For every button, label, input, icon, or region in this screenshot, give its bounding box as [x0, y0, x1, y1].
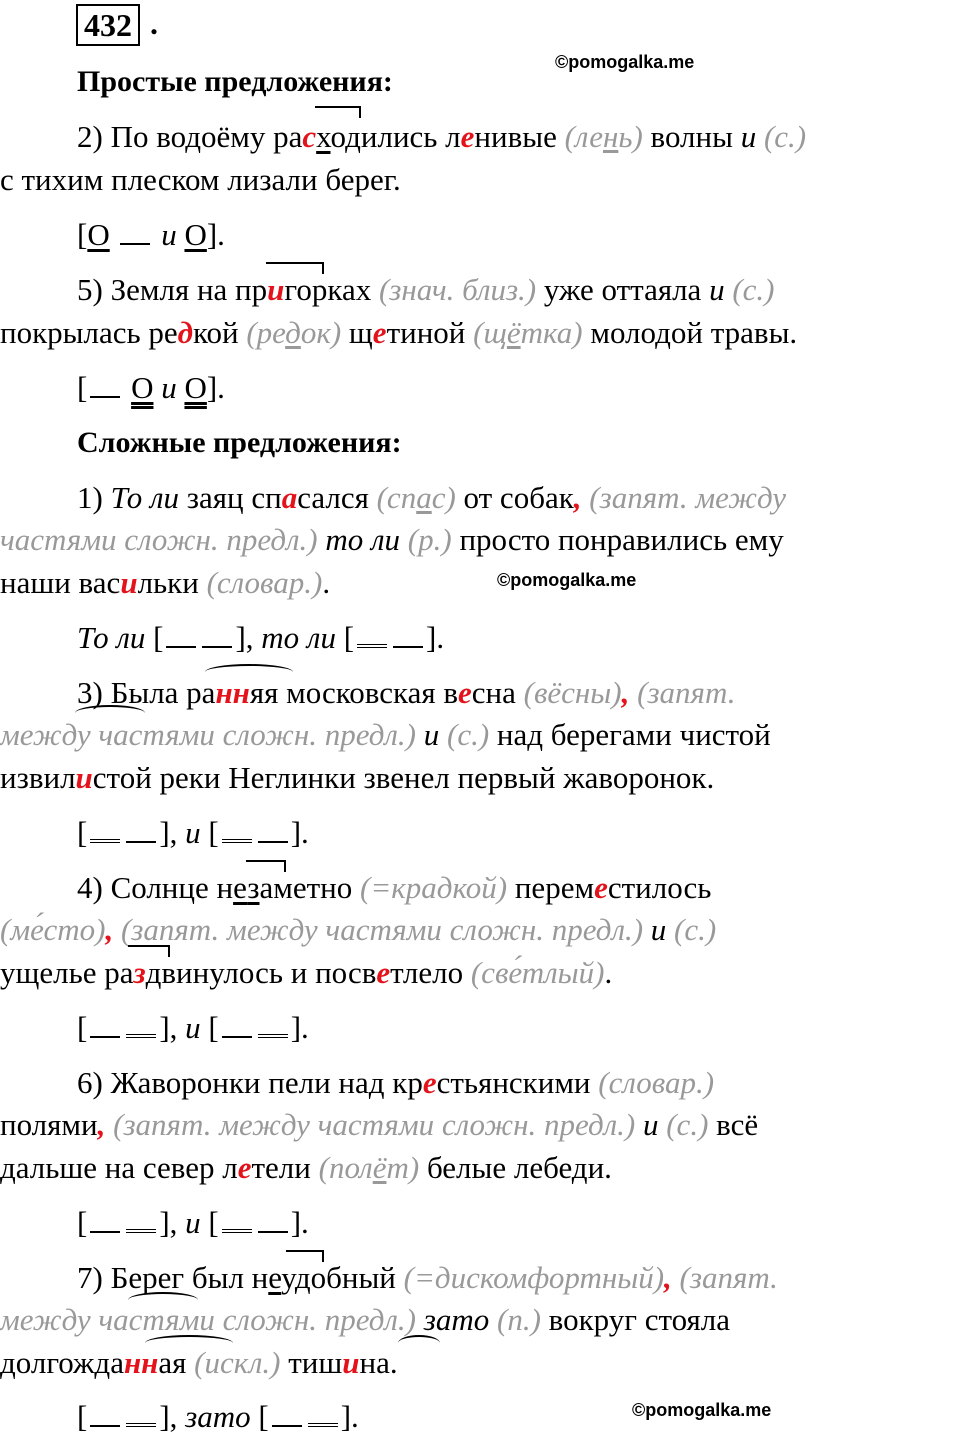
simple-5-line-2: покрылась редкой (редок) щетиной (щётка) молодой травы. — [0, 315, 798, 350]
simple-2-line-1: 2) По водоёму расходились ленивые (лень) волны и (с.) — [77, 119, 807, 154]
complex-3-line-2: между частями сложн. предл.) и (с.) над берегами чистой — [0, 717, 771, 752]
predicate-dash — [258, 1030, 288, 1038]
simple-2-line-2: с тихим плеском лизали берег. — [0, 162, 401, 197]
complex-7-scheme: [ ], зато [ ]. — [77, 1399, 359, 1434]
complex-4-line-2: (ме́сто), (запят. между частями сложн. предл.) и (с.) — [0, 912, 717, 947]
complex-heading: Сложные предложения: — [77, 426, 402, 459]
predicate-dash — [202, 645, 232, 648]
subject-dash — [90, 1230, 120, 1233]
complex-6-line-1: 6) Жаворонки пели над крестьянскими (словар.) — [77, 1065, 715, 1100]
complex-7-line-3: долгожданная (искл.) тишина. — [0, 1345, 398, 1380]
predicate-dash — [126, 1419, 156, 1427]
simple-5-line-1: 5) Земля на пригорках (знач. близ.) уже оттаяла и (с.) — [77, 272, 775, 307]
complex-1-line-1: 1) То ли заяц спасался (спас) от собак, (запят. между — [77, 480, 787, 515]
watermark-top: ©pomogalka.me — [555, 52, 695, 72]
predicate-dash — [126, 840, 156, 843]
complex-1-scheme: То ли [ ], то ли [ ]. — [77, 620, 445, 655]
subject-dash — [222, 1225, 252, 1233]
complex-3-scheme: [ ], и [ ]. — [77, 815, 309, 850]
complex-4-line-1: 4) Солнце незаметно (=крадкой) переместилось — [77, 870, 712, 905]
subject-dash — [166, 645, 196, 648]
predicate-dash — [126, 1225, 156, 1233]
complex-7-line-1: 7) Берег был неудобный (=дискомфортный), (запят. — [77, 1260, 778, 1295]
simple-2-scheme: [О и О]. — [77, 217, 225, 252]
predicate-dash — [393, 645, 423, 648]
subject-dash — [222, 835, 252, 843]
watermark-middle: ©pomogalka.me — [497, 570, 637, 590]
complex-6-line-3: дальше на север летели (полёт) белые лебеди. — [0, 1150, 612, 1185]
predicate-dash — [90, 395, 120, 398]
complex-3-line-3: извилистой реки Неглинки звенел первый жаворонок. — [0, 760, 715, 795]
complex-6-scheme: [ ], и [ ]. — [77, 1205, 309, 1240]
complex-1-line-2: частями сложн. предл.) то ли (р.) просто понравились ему — [0, 522, 784, 557]
subject-dash — [357, 640, 387, 648]
complex-3-line-1: 3) Была ранняя московская весна (вёсны), (запят. — [77, 675, 736, 710]
complex-4-scheme: [ ], и [ ]. — [77, 1010, 309, 1045]
predicate-dash — [126, 1030, 156, 1038]
simple-heading: Простые предложения: — [77, 65, 393, 98]
exercise-number-dot: . — [150, 5, 158, 41]
subject-dash — [272, 1424, 302, 1427]
predicate-dash — [120, 242, 150, 245]
simple-5-scheme: [ О и О]. — [77, 370, 225, 405]
complex-6-line-2: полями, (запят. между частями сложн. предл.) и (с.) всё — [0, 1107, 759, 1142]
subject-dash — [90, 835, 120, 843]
complex-7-line-2: между частями сложн. предл.) зато (п.) вокруг стояла — [0, 1302, 730, 1337]
subject-dash — [222, 1035, 252, 1038]
exercise-number: 432 — [76, 4, 140, 46]
watermark-bottom: ©pomogalka.me — [632, 1400, 772, 1420]
complex-1-line-3: наши васильки (словар.). — [0, 565, 331, 600]
complex-4-line-3: ущелье раздвинулось и посветлело (све́тлый). — [0, 955, 613, 990]
subject-dash — [90, 1035, 120, 1038]
subject-dash — [90, 1424, 120, 1427]
predicate-dash — [258, 1230, 288, 1233]
predicate-dash — [308, 1419, 338, 1427]
predicate-dash — [258, 840, 288, 843]
